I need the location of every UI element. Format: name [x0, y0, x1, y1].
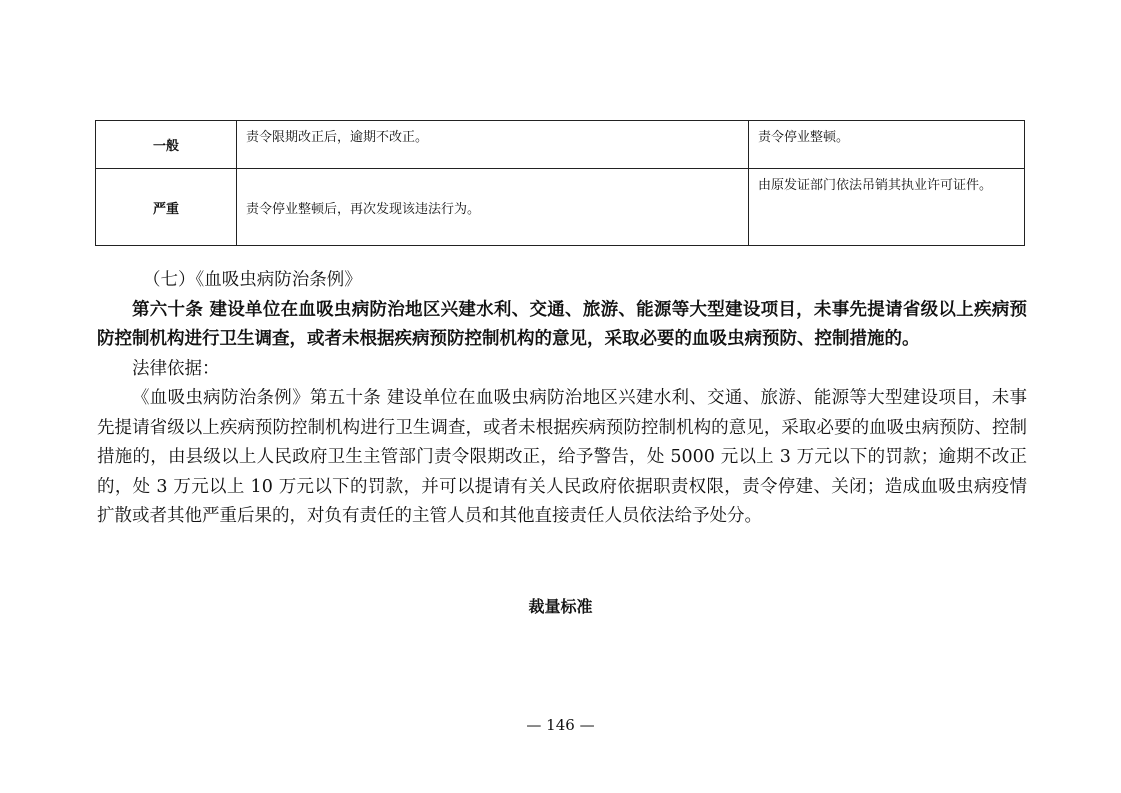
discretion-standard-title: 裁量标准 — [528, 597, 593, 616]
document-body — [97, 266, 1027, 532]
page-number: — 146 — — [526, 716, 595, 734]
legal-basis-text: 《血吸虫病防治条例》第五十条 建设单位在血吸虫病防治地区兴建水利、交通、旅游、能源等大型建设项目，未事先提请省级以上疾病预防控制机构进行卫生调查，或者未根据疾病预防控制机构的意见，采取必要的血吸虫病预防、控制措施的，由县级以上人民政府卫生主管部门责令限期改正，给予警告，处 5000 元以上 3 万元以下的罚款；逾期不改正的，处 3 万元以上 10 万元以下的罚款，并可以提请有关人民政府依据职责权限，责令停建、关闭；造成血吸虫病疫情扩散或者其他严重后果的，对负有责任的主管人员和其他直接责任人员依法给予处分。 — [97, 388, 1027, 526]
legal-basis-label: 法律依据： — [132, 358, 220, 379]
penalty-cell: 责令停业整顿。 — [749, 121, 1025, 169]
table-row — [96, 169, 1025, 246]
table-row — [96, 121, 1025, 169]
penalty-cell: 由原发证部门依法吊销其执业许可证件。 — [749, 169, 1025, 246]
article-text: 第六十条 建设单位在血吸虫病防治地区兴建水利、交通、旅游、能源等大型建设项目，未事先提请省级以上疾病预防控制机构进行卫生调查，或者未根据疾病预防控制机构的意见，采取必要的血吸虫病预防、控制措施的。 — [97, 299, 1027, 349]
section-title: （七）《血吸虫病防治条例》 — [143, 270, 362, 290]
level-cell: 一般 — [96, 121, 237, 169]
circumstance-cell: 责令限期改正后，逾期不改正。 — [237, 121, 749, 169]
circumstance-cell: 责令停业整顿后，再次发现该违法行为。 — [237, 169, 749, 246]
penalty-table — [95, 120, 1025, 246]
level-cell: 严重 — [96, 169, 237, 246]
